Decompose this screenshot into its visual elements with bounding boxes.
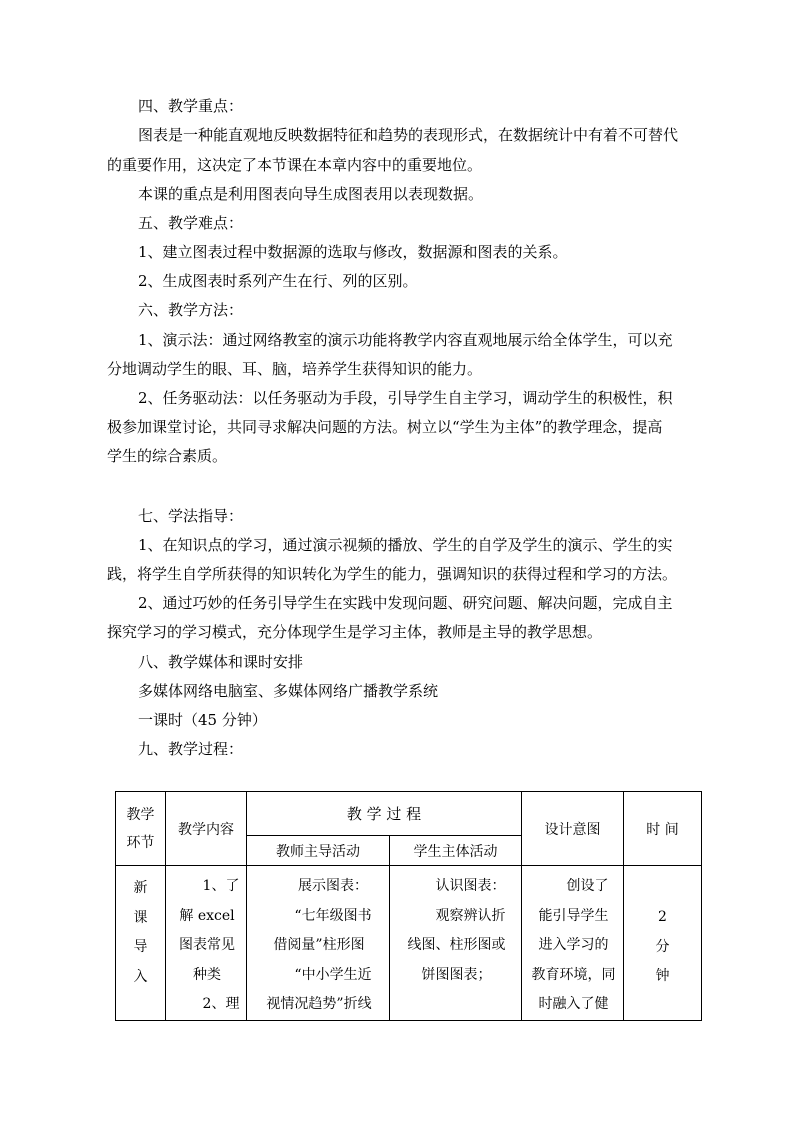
row1-stage-char-4: 入 [133,968,148,985]
row1-content-line-3: 图表常见 [179,937,235,953]
row1-time-unit-1: 分 [655,938,670,955]
row1-content-line-1: 1、了 [202,878,240,894]
row1-student-line-1: 认识图表： [435,878,506,894]
section-6-item-2-cont: 极参加课堂讨论，共同寻求解决问题的方法。树立以“学生为主体”的教学理念，提高 [107,418,663,436]
row1-teacher-line-1: 展示图表： [298,878,368,894]
header-time: 时 间 [624,792,702,866]
section-7-item-1: 1、在知识点的学习，通过演示视频的播放、学生的自学及学生的演示、学生的实 [138,536,673,554]
header-stage [116,792,166,866]
row1-content-line-2: 解 excel [179,907,235,924]
section-6-item-2: 2、任务驱动法：以任务驱动为手段，引导学生自主学习，调动学生的积极性，积 [138,389,673,407]
section-4-paragraph-1: 图表是一种能直观地反映数据特征和趋势的表现形式，在数据统计中有着不可替代 [138,126,679,144]
row1-time-value: 2 [658,909,667,925]
row1-stage-char-3: 导 [133,939,148,955]
section-4-heading: 四、教学重点： [138,97,244,115]
section-8-heading: 八、教学媒体和课时安排 [138,653,304,671]
section-4-paragraph-2: 本课的重点是利用图表向导生成图表用以表现数据。 [138,185,484,203]
row1-intent-line-1: 创设了 [566,878,609,894]
row1-student-line-3: 线图、柱形图或 [407,937,506,953]
row1-intent-line-4: 教育环境，同 [531,966,616,983]
section-8-duration: 一课时（45 分钟） [138,711,267,729]
header-stage-line-2: 环节 [126,834,155,851]
header-intent: 设计意图 [522,792,624,866]
row1-time-unit-2: 钟 [655,968,670,984]
row1-teacher-line-5: 视情况趋势”折线 [266,996,372,1012]
row1-student-line-2: 观察辨认折 [435,907,506,924]
section-7-heading: 七、学法指导： [138,507,244,525]
row1-teacher-line-3: 借阅量”柱形图 [273,937,365,953]
section-8-media: 多媒体网络电脑室、多媒体网络广播教学系统 [138,682,439,700]
row1-teacher-activity [247,866,390,1021]
section-6-item-2-cont2: 学生的综合素质。 [107,447,228,465]
header-student-activity: 学生主体活动 [390,836,522,866]
header-content: 教学内容 [166,792,247,866]
row1-teacher-line-2: “七年级图书 [294,907,372,924]
row1-student-activity [390,866,522,1021]
section-6-item-1: 1、演示法：通过网络教室的演示功能将教学内容直观地展示给全体学生，可以充 [138,331,673,349]
section-7-item-2: 2、通过巧妙的任务引导学生在实践中发现问题、研究问题、解决问题，完成自主 [138,594,673,612]
row1-intent-line-5: 时融入了健 [538,996,609,1012]
row1-intent-line-2: 能引导学生 [538,907,609,924]
row1-design-intent [522,866,624,1021]
row1-intent-line-3: 进入学习的 [538,937,609,953]
section-7-item-2-cont: 探究学习的学习模式，充分体现学生是学习主体，教师是主导的教学思想。 [107,623,603,641]
row1-stage-char-1: 新 [133,880,148,896]
section-5-item-2: 2、生成图表时系列产生在行、列的区别。 [138,272,418,290]
row1-stage-char-2: 课 [133,909,148,926]
header-stage-line-1: 教学 [126,806,155,823]
section-9-heading: 九、教学过程： [138,740,244,758]
section-4-paragraph-1-cont: 的重要作用，这决定了本节课在本章内容中的重要地位。 [107,156,483,174]
section-6-heading: 六、教学方法： [138,301,244,319]
row1-content-line-5: 2、理 [202,996,240,1012]
row1-student-line-4: 饼图图表； [421,966,492,983]
row1-teacher-line-4: “中小学生近 [294,966,372,983]
section-6-item-1-cont: 分地调动学生的眼、耳、脑，培养学生获得知识的能力。 [107,360,483,378]
section-5-item-1: 1、建立图表过程中数据源的选取与修改，数据源和图表的关系。 [138,243,568,261]
teaching-process-table [115,791,702,1021]
row1-stage [116,866,166,1021]
header-teacher-activity: 教师主导活动 [247,836,390,866]
section-5-heading: 五、教学难点： [138,214,244,232]
header-process: 教 学 过 程 [247,792,522,836]
row1-content-line-4: 种类 [193,966,221,983]
row1-content [166,866,247,1021]
row1-time [624,866,702,1021]
section-7-item-1-cont: 践，将学生自学所获得的知识转化为学生的能力，强调知识的获得过程和学习的方法。 [107,565,678,583]
